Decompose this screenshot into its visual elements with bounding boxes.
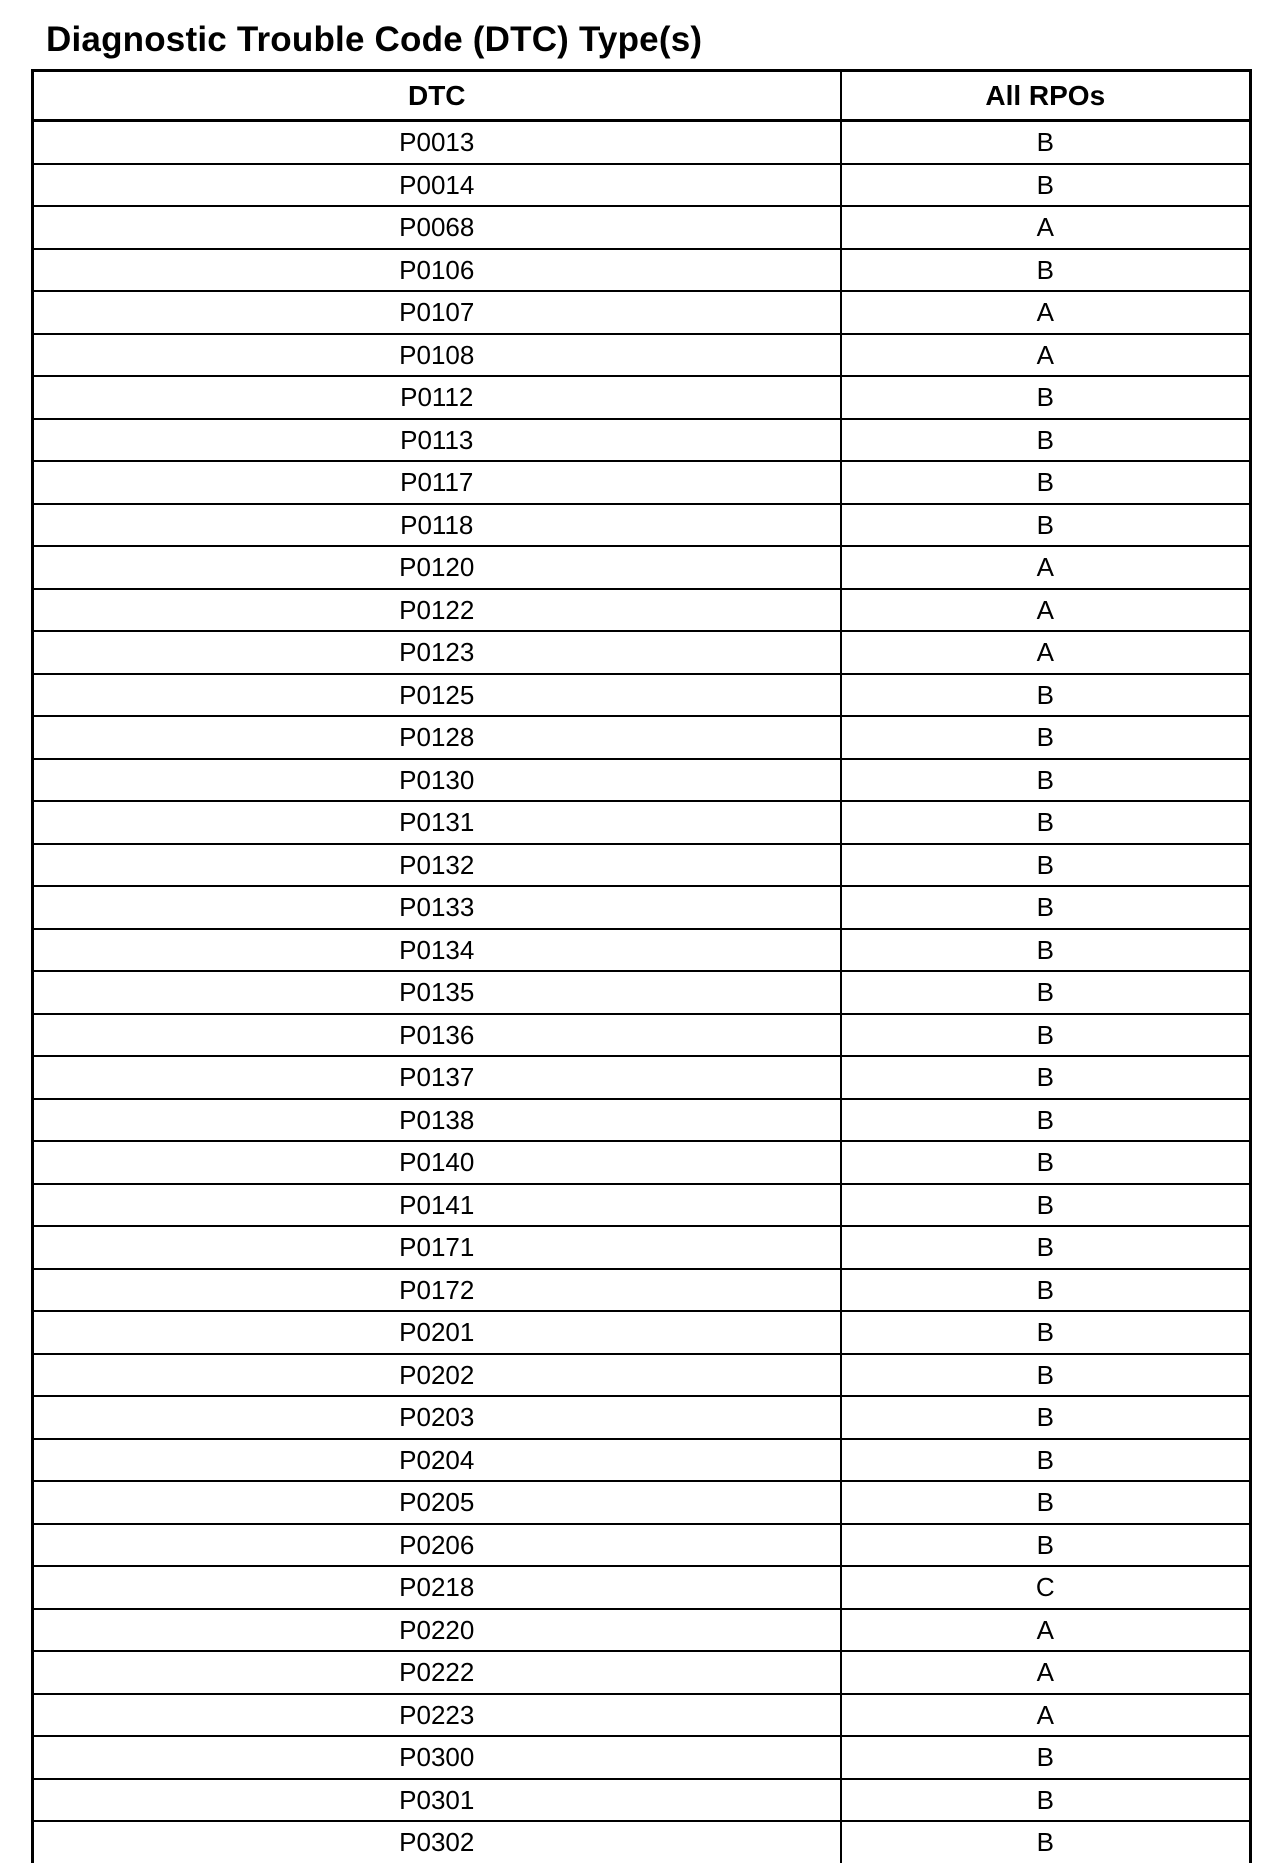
dtc-type-cell: A (841, 631, 1251, 674)
dtc-code-cell: P0125 (33, 674, 841, 717)
dtc-type-cell: B (841, 971, 1251, 1014)
dtc-type-cell: B (841, 1184, 1251, 1227)
table-row (33, 759, 1251, 802)
table-row (33, 1226, 1251, 1269)
dtc-code-cell: P0123 (33, 631, 841, 674)
dtc-code-cell: P0112 (33, 376, 841, 419)
dtc-type-cell: B (841, 759, 1251, 802)
dtc-code-cell: P0122 (33, 589, 841, 632)
table-row (33, 249, 1251, 292)
table-row (33, 164, 1251, 207)
table-row (33, 1651, 1251, 1694)
table-row (33, 206, 1251, 249)
dtc-code-cell: P0206 (33, 1524, 841, 1567)
dtc-code-cell: P0133 (33, 886, 841, 929)
dtc-code-cell: P0302 (33, 1821, 841, 1863)
dtc-type-cell: A (841, 1651, 1251, 1694)
dtc-code-cell: P0300 (33, 1736, 841, 1779)
dtc-code-cell: P0130 (33, 759, 841, 802)
dtc-code-cell: P0201 (33, 1311, 841, 1354)
dtc-code-cell: P0120 (33, 546, 841, 589)
dtc-type-cell: A (841, 1609, 1251, 1652)
dtc-type-cell: B (841, 1439, 1251, 1482)
dtc-code-cell: P0106 (33, 249, 841, 292)
table-row (33, 1524, 1251, 1567)
dtc-type-cell: B (841, 1779, 1251, 1822)
dtc-type-cell: B (841, 1141, 1251, 1184)
dtc-code-cell: P0140 (33, 1141, 841, 1184)
dtc-type-cell: B (841, 1481, 1251, 1524)
table-row (33, 1056, 1251, 1099)
dtc-type-cell: B (841, 461, 1251, 504)
table-row (33, 1821, 1251, 1863)
table-row (33, 1439, 1251, 1482)
dtc-type-cell: C (841, 1566, 1251, 1609)
dtc-type-cell: B (841, 1524, 1251, 1567)
dtc-code-cell: P0113 (33, 419, 841, 462)
dtc-type-cell: B (841, 674, 1251, 717)
table-row (33, 801, 1251, 844)
table-row (33, 376, 1251, 419)
table-row (33, 1099, 1251, 1142)
dtc-type-cell: B (841, 886, 1251, 929)
dtc-type-cell: A (841, 206, 1251, 249)
dtc-code-cell: P0204 (33, 1439, 841, 1482)
dtc-type-cell: B (841, 376, 1251, 419)
dtc-code-cell: P0118 (33, 504, 841, 547)
dtc-code-cell: P0117 (33, 461, 841, 504)
dtc-code-cell: P0222 (33, 1651, 841, 1694)
table-row (33, 1184, 1251, 1227)
dtc-type-cell: B (841, 1056, 1251, 1099)
table-row (33, 1014, 1251, 1057)
dtc-code-cell: P0108 (33, 334, 841, 377)
dtc-type-cell: B (841, 716, 1251, 759)
table-row (33, 674, 1251, 717)
table-row (33, 121, 1251, 164)
dtc-code-cell: P0132 (33, 844, 841, 887)
dtc-type-cell: B (841, 1099, 1251, 1142)
table-row (33, 1736, 1251, 1779)
dtc-table (31, 69, 1252, 1863)
table-row (33, 1141, 1251, 1184)
dtc-code-cell: P0068 (33, 206, 841, 249)
table-row (33, 1566, 1251, 1609)
table-row (33, 546, 1251, 589)
table-row (33, 886, 1251, 929)
dtc-code-cell: P0128 (33, 716, 841, 759)
dtc-type-cell: B (841, 1311, 1251, 1354)
table-row (33, 504, 1251, 547)
table-row (33, 1269, 1251, 1312)
table-row (33, 844, 1251, 887)
dtc-type-cell: A (841, 291, 1251, 334)
table-row (33, 1354, 1251, 1397)
table-row (33, 971, 1251, 1014)
table-row (33, 334, 1251, 377)
table-row (33, 589, 1251, 632)
table-header (33, 71, 1251, 121)
dtc-code-cell: P0107 (33, 291, 841, 334)
dtc-code-cell: P0135 (33, 971, 841, 1014)
dtc-type-cell: B (1036, 1827, 1054, 1858)
dtc-type-cell: B (841, 844, 1251, 887)
table-row (33, 716, 1251, 759)
table-row (33, 1396, 1251, 1439)
dtc-code-cell: P0171 (33, 1226, 841, 1269)
dtc-type-cell: B (841, 1014, 1251, 1057)
dtc-code-cell: P0014 (33, 164, 841, 207)
dtc-code-cell: P0137 (33, 1056, 841, 1099)
dtc-type-cell: B (841, 164, 1251, 207)
dtc-code-cell: P0301 (33, 1779, 841, 1822)
dtc-type-cell: B (841, 504, 1251, 547)
dtc-code-cell: P0141 (33, 1184, 841, 1227)
header-row (33, 71, 1251, 121)
dtc-type-cell: B (841, 1396, 1251, 1439)
dtc-code-cell: P0202 (33, 1354, 841, 1397)
dtc-type-cell: B (841, 121, 1251, 164)
dtc-type-cell: B (841, 249, 1251, 292)
table-row (33, 1311, 1251, 1354)
dtc-code-cell: P0218 (33, 1566, 841, 1609)
table-row (33, 461, 1251, 504)
dtc-type-cell: A (841, 546, 1251, 589)
dtc-type-cell: B (841, 929, 1251, 972)
table-row (33, 1481, 1251, 1524)
dtc-type-cell: B (841, 1269, 1251, 1312)
dtc-type-cell: A (841, 589, 1251, 632)
dtc-code-cell: P0013 (33, 121, 841, 164)
table-row (33, 419, 1251, 462)
table-row (33, 929, 1251, 972)
dtc-type-cell: B (841, 1736, 1251, 1779)
dtc-code-cell: P0136 (33, 1014, 841, 1057)
table-row (33, 1694, 1251, 1737)
page-title: Diagnostic Trouble Code (DTC) Type(s) (46, 20, 703, 59)
dtc-code-cell: P0138 (33, 1099, 841, 1142)
dtc-code-cell: P0172 (33, 1269, 841, 1312)
header-all-rpos: All RPOs (841, 71, 1251, 121)
dtc-code-cell: P0134 (33, 929, 841, 972)
dtc-type-cell: A (841, 1694, 1251, 1737)
dtc-code-cell: P0203 (33, 1396, 841, 1439)
dtc-code-cell: P0220 (33, 1609, 841, 1652)
table-body (33, 121, 1251, 1863)
table-row (33, 1609, 1251, 1652)
table-row (33, 291, 1251, 334)
dtc-code-cell: P0223 (33, 1694, 841, 1737)
dtc-code-cell: P0205 (33, 1481, 841, 1524)
dtc-type-cell: B (841, 419, 1251, 462)
dtc-type-cell: B (841, 1226, 1251, 1269)
dtc-code-cell: P0131 (33, 801, 841, 844)
header-dtc: DTC (33, 71, 841, 121)
dtc-type-cell: B (841, 801, 1251, 844)
dtc-type-cell: B (841, 1354, 1251, 1397)
table-row (33, 631, 1251, 674)
table-row (33, 1779, 1251, 1822)
dtc-type-cell: A (841, 334, 1251, 377)
